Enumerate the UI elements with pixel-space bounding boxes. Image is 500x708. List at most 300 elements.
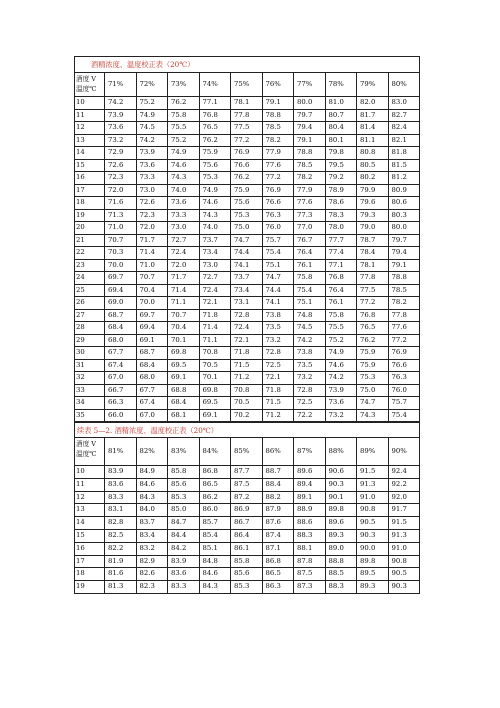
- value-cell: 87.2: [231, 491, 263, 504]
- value-cell: 88.4: [262, 478, 294, 491]
- value-cell: 74.3: [168, 172, 200, 185]
- column-header: 77%: [294, 73, 326, 97]
- value-cell: 81.0: [325, 97, 357, 110]
- value-cell: 76.2: [231, 172, 263, 185]
- value-cell: 74.6: [199, 197, 231, 210]
- value-cell: 71.5: [262, 397, 294, 410]
- column-header: 78%: [325, 73, 357, 97]
- value-cell: 76.5: [357, 322, 389, 335]
- table1-header-row: [75, 73, 420, 97]
- value-cell: 88.7: [262, 466, 294, 479]
- value-cell: 70.0: [105, 259, 137, 272]
- value-cell: 77.2: [262, 172, 294, 185]
- value-cell: 84.4: [168, 529, 200, 542]
- value-cell: 80.5: [357, 159, 389, 172]
- value-cell: 80.8: [357, 147, 389, 160]
- value-cell: 72.5: [294, 397, 326, 410]
- temperature-cell: 11: [75, 109, 105, 122]
- value-cell: 81.9: [105, 555, 137, 568]
- value-cell: 82.9: [136, 555, 168, 568]
- value-cell: 86.3: [262, 581, 294, 594]
- value-cell: 73.9: [136, 147, 168, 160]
- value-cell: 67.7: [136, 384, 168, 397]
- value-cell: 69.5: [168, 359, 200, 372]
- value-cell: 90.0: [357, 542, 389, 555]
- temperature-cell: 13: [75, 134, 105, 147]
- value-cell: 83.2: [136, 542, 168, 555]
- value-cell: 74.9: [168, 147, 200, 160]
- value-cell: 91.0: [357, 491, 389, 504]
- table-row: [75, 466, 420, 479]
- temperature-cell: 22: [75, 247, 105, 260]
- value-cell: 79.1: [388, 259, 420, 272]
- value-cell: 75.1: [294, 297, 326, 310]
- value-cell: 74.4: [262, 284, 294, 297]
- temperature-cell: 11: [75, 478, 105, 491]
- value-cell: 76.3: [388, 372, 420, 385]
- value-cell: 73.2: [294, 372, 326, 385]
- corner-label-proof: 酒度 V: [76, 440, 97, 448]
- temperature-cell: 32: [75, 372, 105, 385]
- value-cell: 71.8: [199, 309, 231, 322]
- value-cell: 79.1: [294, 134, 326, 147]
- value-cell: 71.7: [136, 234, 168, 247]
- value-cell: 73.6: [168, 197, 200, 210]
- value-cell: 83.6: [168, 568, 200, 581]
- value-cell: 73.4: [231, 284, 263, 297]
- value-cell: 90.3: [325, 478, 357, 491]
- value-cell: 72.8: [231, 309, 263, 322]
- table-row: [75, 247, 420, 260]
- value-cell: 72.0: [136, 222, 168, 235]
- value-cell: 73.2: [262, 334, 294, 347]
- temperature-cell: 15: [75, 529, 105, 542]
- value-cell: 85.6: [231, 568, 263, 581]
- value-cell: 77.9: [262, 147, 294, 160]
- temperature-cell: 19: [75, 209, 105, 222]
- value-cell: 76.9: [388, 347, 420, 360]
- value-cell: 86.4: [231, 529, 263, 542]
- value-cell: 72.1: [262, 372, 294, 385]
- value-cell: 73.8: [262, 309, 294, 322]
- value-cell: 74.7: [357, 397, 389, 410]
- value-cell: 73.8: [294, 347, 326, 360]
- value-cell: 86.5: [262, 568, 294, 581]
- value-cell: 71.4: [199, 322, 231, 335]
- value-cell: 71.0: [136, 259, 168, 272]
- corner-label-temperature: 温度℃: [76, 450, 97, 458]
- value-cell: 76.0: [262, 222, 294, 235]
- table-row: [75, 109, 420, 122]
- value-cell: 72.0: [168, 259, 200, 272]
- value-cell: 72.7: [168, 234, 200, 247]
- value-cell: 77.5: [231, 122, 263, 135]
- value-cell: 88.8: [325, 555, 357, 568]
- value-cell: 74.7: [231, 234, 263, 247]
- value-cell: 90.1: [325, 491, 357, 504]
- value-cell: 75.9: [357, 347, 389, 360]
- value-cell: 87.9: [262, 504, 294, 517]
- value-cell: 89.5: [357, 568, 389, 581]
- value-cell: 71.8: [262, 384, 294, 397]
- value-cell: 72.0: [105, 184, 137, 197]
- column-header: 88%: [325, 438, 357, 466]
- table-row: [75, 197, 420, 210]
- value-cell: 88.6: [294, 517, 326, 530]
- value-cell: 87.6: [262, 517, 294, 530]
- table-row: [75, 542, 420, 555]
- value-cell: 75.2: [168, 134, 200, 147]
- value-cell: 75.8: [168, 109, 200, 122]
- value-cell: 73.6: [325, 397, 357, 410]
- value-cell: 75.9: [357, 359, 389, 372]
- value-cell: 85.6: [168, 478, 200, 491]
- temperature-cell: 10: [75, 466, 105, 479]
- value-cell: 72.3: [105, 172, 137, 185]
- temperature-cell: 18: [75, 197, 105, 210]
- value-cell: 83.9: [168, 555, 200, 568]
- value-cell: 78.5: [294, 159, 326, 172]
- value-cell: 78.0: [325, 222, 357, 235]
- value-cell: 79.7: [294, 109, 326, 122]
- value-cell: 70.3: [105, 247, 137, 260]
- value-cell: 77.2: [388, 334, 420, 347]
- table-row: [75, 581, 420, 594]
- value-cell: 76.5: [199, 122, 231, 135]
- value-cell: 89.8: [357, 555, 389, 568]
- value-cell: 90.8: [388, 555, 420, 568]
- value-cell: 68.0: [105, 334, 137, 347]
- value-cell: 72.4: [199, 284, 231, 297]
- value-cell: 68.4: [105, 322, 137, 335]
- value-cell: 69.7: [105, 272, 137, 285]
- value-cell: 72.1: [199, 297, 231, 310]
- table-row: [75, 517, 420, 530]
- value-cell: 92.2: [388, 478, 420, 491]
- value-cell: 68.0: [136, 372, 168, 385]
- value-cell: 75.3: [199, 172, 231, 185]
- value-cell: 75.5: [168, 122, 200, 135]
- value-cell: 70.1: [168, 334, 200, 347]
- value-cell: 73.6: [136, 159, 168, 172]
- table-row: [75, 491, 420, 504]
- value-cell: 70.7: [105, 234, 137, 247]
- table-row: [75, 272, 420, 285]
- table-row: [75, 122, 420, 135]
- value-cell: 75.6: [231, 197, 263, 210]
- table-row: [75, 478, 420, 491]
- value-cell: 81.1: [357, 134, 389, 147]
- column-header: 85%: [231, 438, 263, 466]
- column-header: 72%: [136, 73, 168, 97]
- value-cell: 71.3: [105, 209, 137, 222]
- value-cell: 70.8: [199, 347, 231, 360]
- value-cell: 76.2: [168, 97, 200, 110]
- value-cell: 73.3: [136, 172, 168, 185]
- value-cell: 86.9: [231, 504, 263, 517]
- table-row: [75, 259, 420, 272]
- value-cell: 86.0: [199, 504, 231, 517]
- value-cell: 85.8: [168, 466, 200, 479]
- value-cell: 72.6: [136, 197, 168, 210]
- alcohol-correction-table-2: [74, 437, 420, 594]
- value-cell: 75.4: [388, 409, 420, 422]
- value-cell: 69.8: [199, 384, 231, 397]
- value-cell: 82.7: [388, 109, 420, 122]
- value-cell: 85.7: [199, 517, 231, 530]
- value-cell: 73.0: [168, 222, 200, 235]
- value-cell: 74.9: [136, 109, 168, 122]
- value-cell: 80.1: [325, 134, 357, 147]
- value-cell: 68.1: [168, 409, 200, 422]
- value-cell: 71.2: [231, 372, 263, 385]
- value-cell: 72.8: [262, 347, 294, 360]
- value-cell: 77.5: [357, 284, 389, 297]
- temperature-cell: 21: [75, 234, 105, 247]
- value-cell: 84.6: [136, 478, 168, 491]
- value-cell: 86.2: [199, 491, 231, 504]
- value-cell: 77.8: [388, 309, 420, 322]
- value-cell: 80.0: [294, 97, 326, 110]
- value-cell: 83.6: [105, 478, 137, 491]
- value-cell: 76.7: [294, 234, 326, 247]
- value-cell: 73.6: [105, 122, 137, 135]
- value-cell: 76.9: [262, 184, 294, 197]
- value-cell: 87.8: [294, 555, 326, 568]
- value-cell: 81.2: [388, 172, 420, 185]
- value-cell: 72.1: [231, 334, 263, 347]
- column-header: 76%: [262, 73, 294, 97]
- value-cell: 86.5: [199, 478, 231, 491]
- corner-label-proof: 酒度 V: [76, 75, 97, 83]
- value-cell: 89.0: [325, 542, 357, 555]
- alcohol-correction-table-1: [74, 72, 420, 422]
- value-cell: 88.5: [325, 568, 357, 581]
- value-cell: 69.7: [136, 309, 168, 322]
- value-cell: 70.7: [136, 272, 168, 285]
- value-cell: 67.0: [105, 372, 137, 385]
- table-row: [75, 297, 420, 310]
- value-cell: 74.2: [294, 334, 326, 347]
- value-cell: 74.8: [294, 309, 326, 322]
- column-header: 90%: [388, 438, 420, 466]
- value-cell: 74.2: [136, 134, 168, 147]
- value-cell: 81.8: [388, 147, 420, 160]
- value-cell: 87.7: [231, 466, 263, 479]
- value-cell: 67.4: [105, 359, 137, 372]
- value-cell: 89.4: [294, 478, 326, 491]
- temperature-cell: 33: [75, 384, 105, 397]
- value-cell: 74.3: [357, 409, 389, 422]
- value-cell: 73.4: [199, 247, 231, 260]
- temperature-cell: 19: [75, 581, 105, 594]
- value-cell: 91.3: [357, 478, 389, 491]
- value-cell: 77.2: [357, 297, 389, 310]
- value-cell: 84.7: [168, 517, 200, 530]
- value-cell: 74.0: [168, 184, 200, 197]
- table-row: [75, 147, 420, 160]
- value-cell: 75.4: [262, 247, 294, 260]
- temperature-cell: 34: [75, 397, 105, 410]
- value-cell: 71.2: [262, 409, 294, 422]
- value-cell: 66.7: [105, 384, 137, 397]
- value-cell: 76.8: [357, 309, 389, 322]
- value-cell: 76.1: [325, 297, 357, 310]
- value-cell: 80.9: [388, 184, 420, 197]
- value-cell: 76.6: [231, 159, 263, 172]
- table-row: [75, 372, 420, 385]
- value-cell: 78.2: [262, 134, 294, 147]
- value-cell: 84.0: [136, 504, 168, 517]
- value-cell: 67.0: [136, 409, 168, 422]
- value-cell: 71.1: [168, 297, 200, 310]
- value-cell: 74.5: [136, 122, 168, 135]
- value-cell: 76.1: [294, 259, 326, 272]
- value-cell: 75.7: [262, 234, 294, 247]
- value-cell: 70.4: [136, 284, 168, 297]
- value-cell: 79.8: [325, 147, 357, 160]
- table-row: [75, 209, 420, 222]
- column-header: 89%: [357, 438, 389, 466]
- value-cell: 90.8: [357, 504, 389, 517]
- value-cell: 81.6: [105, 568, 137, 581]
- value-cell: 91.5: [388, 517, 420, 530]
- value-cell: 69.1: [136, 334, 168, 347]
- value-cell: 85.0: [168, 504, 200, 517]
- value-cell: 87.5: [231, 478, 263, 491]
- value-cell: 79.5: [325, 159, 357, 172]
- value-cell: 78.7: [357, 234, 389, 247]
- value-cell: 75.8: [325, 309, 357, 322]
- temperature-cell: 25: [75, 284, 105, 297]
- value-cell: 77.3: [294, 209, 326, 222]
- value-cell: 90.3: [388, 581, 420, 594]
- temperature-cell: 30: [75, 347, 105, 360]
- table-row: [75, 359, 420, 372]
- column-header: 86%: [262, 438, 294, 466]
- value-cell: 82.1: [388, 134, 420, 147]
- value-cell: 79.3: [357, 209, 389, 222]
- value-cell: 78.9: [325, 184, 357, 197]
- value-cell: 85.1: [199, 542, 231, 555]
- value-cell: 87.3: [294, 581, 326, 594]
- value-cell: 82.5: [105, 529, 137, 542]
- value-cell: 84.3: [199, 581, 231, 594]
- value-cell: 85.3: [231, 581, 263, 594]
- value-cell: 71.6: [105, 197, 137, 210]
- value-cell: 78.6: [325, 197, 357, 210]
- value-cell: 72.5: [262, 359, 294, 372]
- value-cell: 88.1: [294, 542, 326, 555]
- value-cell: 79.6: [357, 197, 389, 210]
- value-cell: 81.7: [357, 109, 389, 122]
- column-header: 87%: [294, 438, 326, 466]
- value-cell: 77.0: [294, 222, 326, 235]
- value-cell: 79.4: [294, 122, 326, 135]
- temperature-cell: 27: [75, 309, 105, 322]
- value-cell: 78.3: [325, 209, 357, 222]
- temperature-cell: 17: [75, 555, 105, 568]
- value-cell: 76.2: [357, 334, 389, 347]
- value-cell: 77.6: [388, 322, 420, 335]
- value-cell: 72.8: [294, 384, 326, 397]
- value-cell: 91.3: [388, 529, 420, 542]
- value-cell: 79.4: [388, 247, 420, 260]
- value-cell: 92.4: [388, 466, 420, 479]
- value-cell: 81.5: [388, 159, 420, 172]
- value-cell: 84.2: [168, 542, 200, 555]
- value-cell: 72.2: [294, 409, 326, 422]
- value-cell: 68.4: [168, 397, 200, 410]
- value-cell: 84.3: [136, 491, 168, 504]
- table-row: [75, 529, 420, 542]
- value-cell: 71.1: [199, 334, 231, 347]
- table-row: [75, 397, 420, 410]
- value-cell: 71.4: [136, 247, 168, 260]
- value-cell: 78.4: [357, 247, 389, 260]
- value-cell: 80.7: [325, 109, 357, 122]
- value-cell: 75.9: [231, 184, 263, 197]
- value-cell: 92.0: [388, 491, 420, 504]
- value-cell: 77.2: [231, 134, 263, 147]
- column-header: 74%: [199, 73, 231, 97]
- value-cell: 70.5: [231, 397, 263, 410]
- value-cell: 89.3: [325, 529, 357, 542]
- value-cell: 69.4: [136, 322, 168, 335]
- value-cell: 75.2: [325, 334, 357, 347]
- column-header: 73%: [168, 73, 200, 97]
- value-cell: 90.5: [357, 517, 389, 530]
- value-cell: 75.3: [357, 372, 389, 385]
- value-cell: 78.2: [294, 172, 326, 185]
- temperature-cell: 29: [75, 334, 105, 347]
- value-cell: 88.9: [294, 504, 326, 517]
- temperature-cell: 24: [75, 272, 105, 285]
- value-cell: 80.4: [325, 122, 357, 135]
- value-cell: 76.0: [388, 384, 420, 397]
- value-cell: 78.5: [262, 122, 294, 135]
- value-cell: 76.3: [262, 209, 294, 222]
- value-cell: 77.8: [231, 109, 263, 122]
- value-cell: 77.6: [294, 197, 326, 210]
- value-cell: 75.0: [231, 222, 263, 235]
- value-cell: 81.3: [105, 581, 137, 594]
- value-cell: 77.9: [294, 184, 326, 197]
- column-header: 84%: [199, 438, 231, 466]
- value-cell: 79.2: [325, 172, 357, 185]
- value-cell: 77.1: [325, 259, 357, 272]
- value-cell: 89.6: [294, 466, 326, 479]
- value-cell: 79.0: [357, 222, 389, 235]
- value-cell: 89.3: [357, 581, 389, 594]
- value-cell: 73.7: [231, 272, 263, 285]
- table-row: [75, 322, 420, 335]
- value-cell: 72.4: [231, 322, 263, 335]
- value-cell: 91.7: [388, 504, 420, 517]
- temperature-cell: 28: [75, 322, 105, 335]
- value-cell: 72.6: [105, 159, 137, 172]
- value-cell: 88.3: [294, 529, 326, 542]
- value-cell: 75.6: [199, 159, 231, 172]
- value-cell: 76.4: [294, 247, 326, 260]
- temperature-cell: 17: [75, 184, 105, 197]
- value-cell: 69.0: [105, 297, 137, 310]
- value-cell: 90.6: [325, 466, 357, 479]
- value-cell: 80.2: [357, 172, 389, 185]
- temperature-cell: 31: [75, 359, 105, 372]
- value-cell: 74.6: [168, 159, 200, 172]
- value-cell: 74.6: [325, 359, 357, 372]
